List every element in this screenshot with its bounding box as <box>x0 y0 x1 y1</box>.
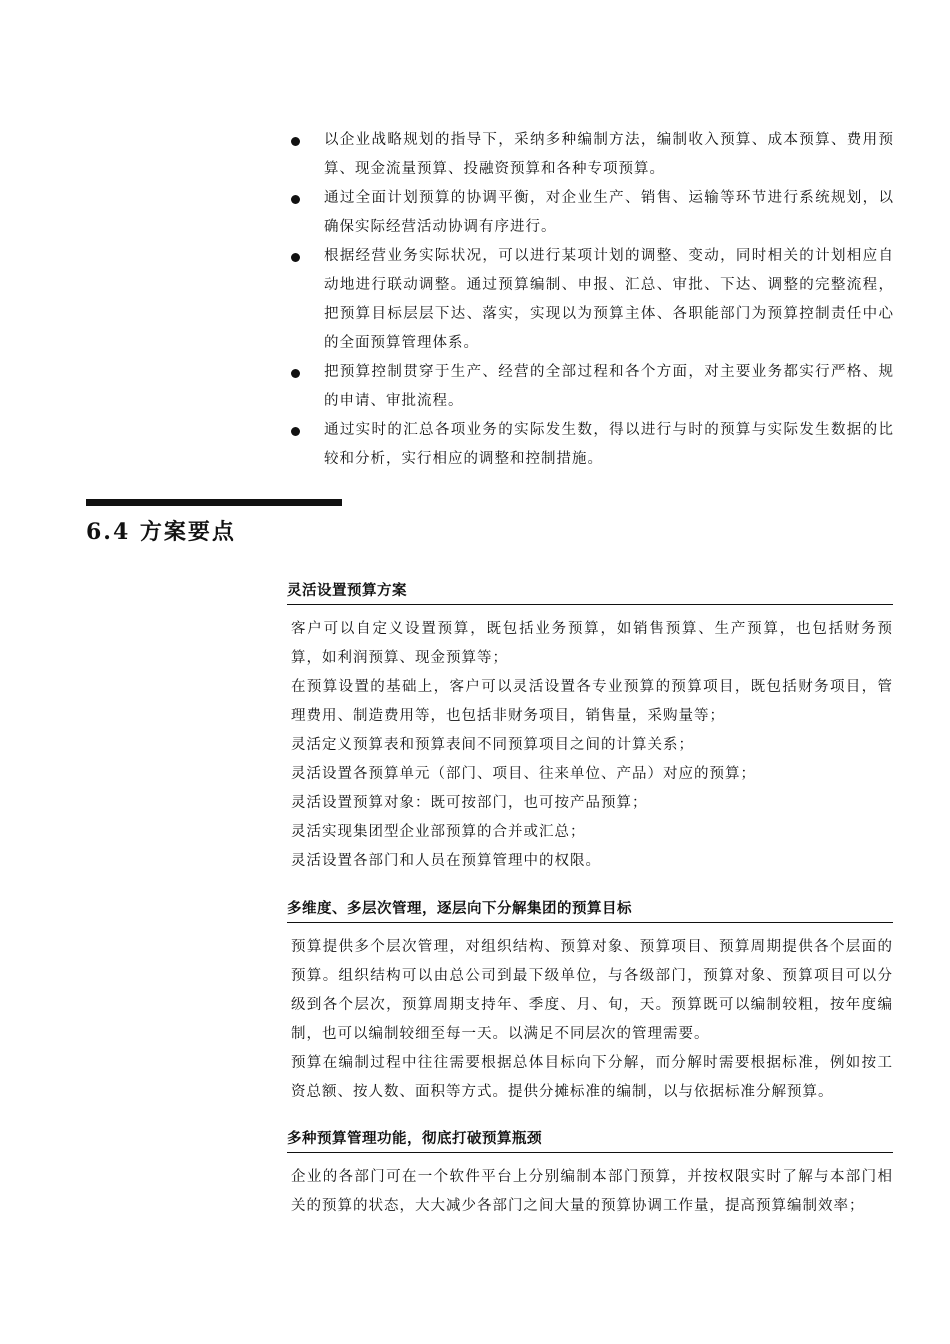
bullet-list <box>289 126 894 474</box>
bullet-item <box>289 416 894 474</box>
subsection-heading: 灵活设置预算方案 <box>287 581 893 605</box>
subsection-body <box>287 615 893 876</box>
subsection-body <box>287 1163 893 1221</box>
subsection-management-functions <box>287 1129 893 1221</box>
paragraph: 在预算设置的基础上，客户可以灵活设置各专业预算的预算项目，既包括财务项目，管理费用、制造费用等，也包括非财务项目，销售量，采购量等； <box>291 679 893 724</box>
subsection-body <box>287 933 893 1107</box>
bullet-text: 通过全面计划预算的协调平衡，对企业生产、销售、运输等环节进行系统规划，以确保实际经营活动协调有序进行。 <box>324 190 894 235</box>
bullet-text: 根据经营业务实际状况，可以进行某项计划的调整、变动，同时相关的计划相应自动地进行联动调整。通过预算编制、申报、汇总、审批、下达、调整的完整流程，把预算目标层层下达、落实，实现以为预算主体、各职能部门为预算控制责任中心的全面预算管理体系。 <box>324 248 894 351</box>
paragraph: 灵活设置各预算单元（部门、项目、往来单位、产品）对应的预算； <box>291 766 756 782</box>
bullet-text: 通过实时的汇总各项业务的实际发生数，得以进行与时的预算与实际发生数据的比较和分析，实行相应的调整和控制措施。 <box>324 422 894 467</box>
paragraph: 预算提供多个层次管理，对组织结构、预算对象、预算项目、预算周期提供各个层面的预算。组织结构可以由总公司到最下级单位，与各级部门，预算对象、预算项目可以分级到各个层次，预算周期支持年、季度、月、旬，天。预算既可以编制较粗，按年度编制，也可以编制较细至每一天。以满足不同层次的管理需要。 <box>291 939 893 1042</box>
bullet-item <box>289 126 894 184</box>
bullet-item <box>289 358 894 416</box>
bullet-dot-icon <box>291 253 300 262</box>
section-title: 6.4 方案要点 <box>86 519 236 545</box>
paragraph: 灵活设置各部门和人员在预算管理中的权限。 <box>291 853 601 869</box>
bullet-item <box>289 242 894 358</box>
bullet-text: 以企业战略规划的指导下，采纳多种编制方法，编制收入预算、成本预算、费用预算、现金流量预算、投融资预算和各种专项预算。 <box>324 132 894 177</box>
subsection-flexible-budget <box>287 581 893 876</box>
bullet-dot-icon <box>291 369 300 378</box>
bullet-dot-icon <box>291 427 300 436</box>
paragraph: 预算在编制过程中往往需要根据总体目标向下分解，而分解时需要根据标准，例如按工资总额、按人数、面积等方式。提供分摊标准的编制，以与依据标准分解预算。 <box>291 1055 893 1100</box>
bullet-item <box>289 184 894 242</box>
paragraph: 灵活设置预算对象：既可按部门，也可按产品预算； <box>291 795 648 811</box>
paragraph: 客户可以自定义设置预算，既包括业务预算，如销售预算、生产预算，也包括财务预算，如利润预算、现金预算等； <box>291 621 893 666</box>
bullet-text: 把预算控制贯穿于生产、经营的全部过程和各个方面，对主要业务都实行严格、规的申请、审批流程。 <box>324 364 894 409</box>
subsection-multilevel <box>287 899 893 1107</box>
section-rule <box>86 499 342 506</box>
subsection-heading: 多种预算管理功能，彻底打破预算瓶颈 <box>287 1129 893 1153</box>
paragraph: 企业的各部门可在一个软件平台上分别编制本部门预算，并按权限实时了解与本部门相关的预算的状态，大大减少各部门之间大量的预算协调工作量，提高预算编制效率； <box>291 1169 893 1214</box>
subsection-heading: 多维度、多层次管理，逐层向下分解集团的预算目标 <box>287 899 893 923</box>
paragraph: 灵活定义预算表和预算表间不同预算项目之间的计算关系； <box>291 737 694 753</box>
bullet-dot-icon <box>291 195 300 204</box>
paragraph: 灵活实现集团型企业部预算的合并或汇总； <box>291 824 586 840</box>
bullet-dot-icon <box>291 137 300 146</box>
